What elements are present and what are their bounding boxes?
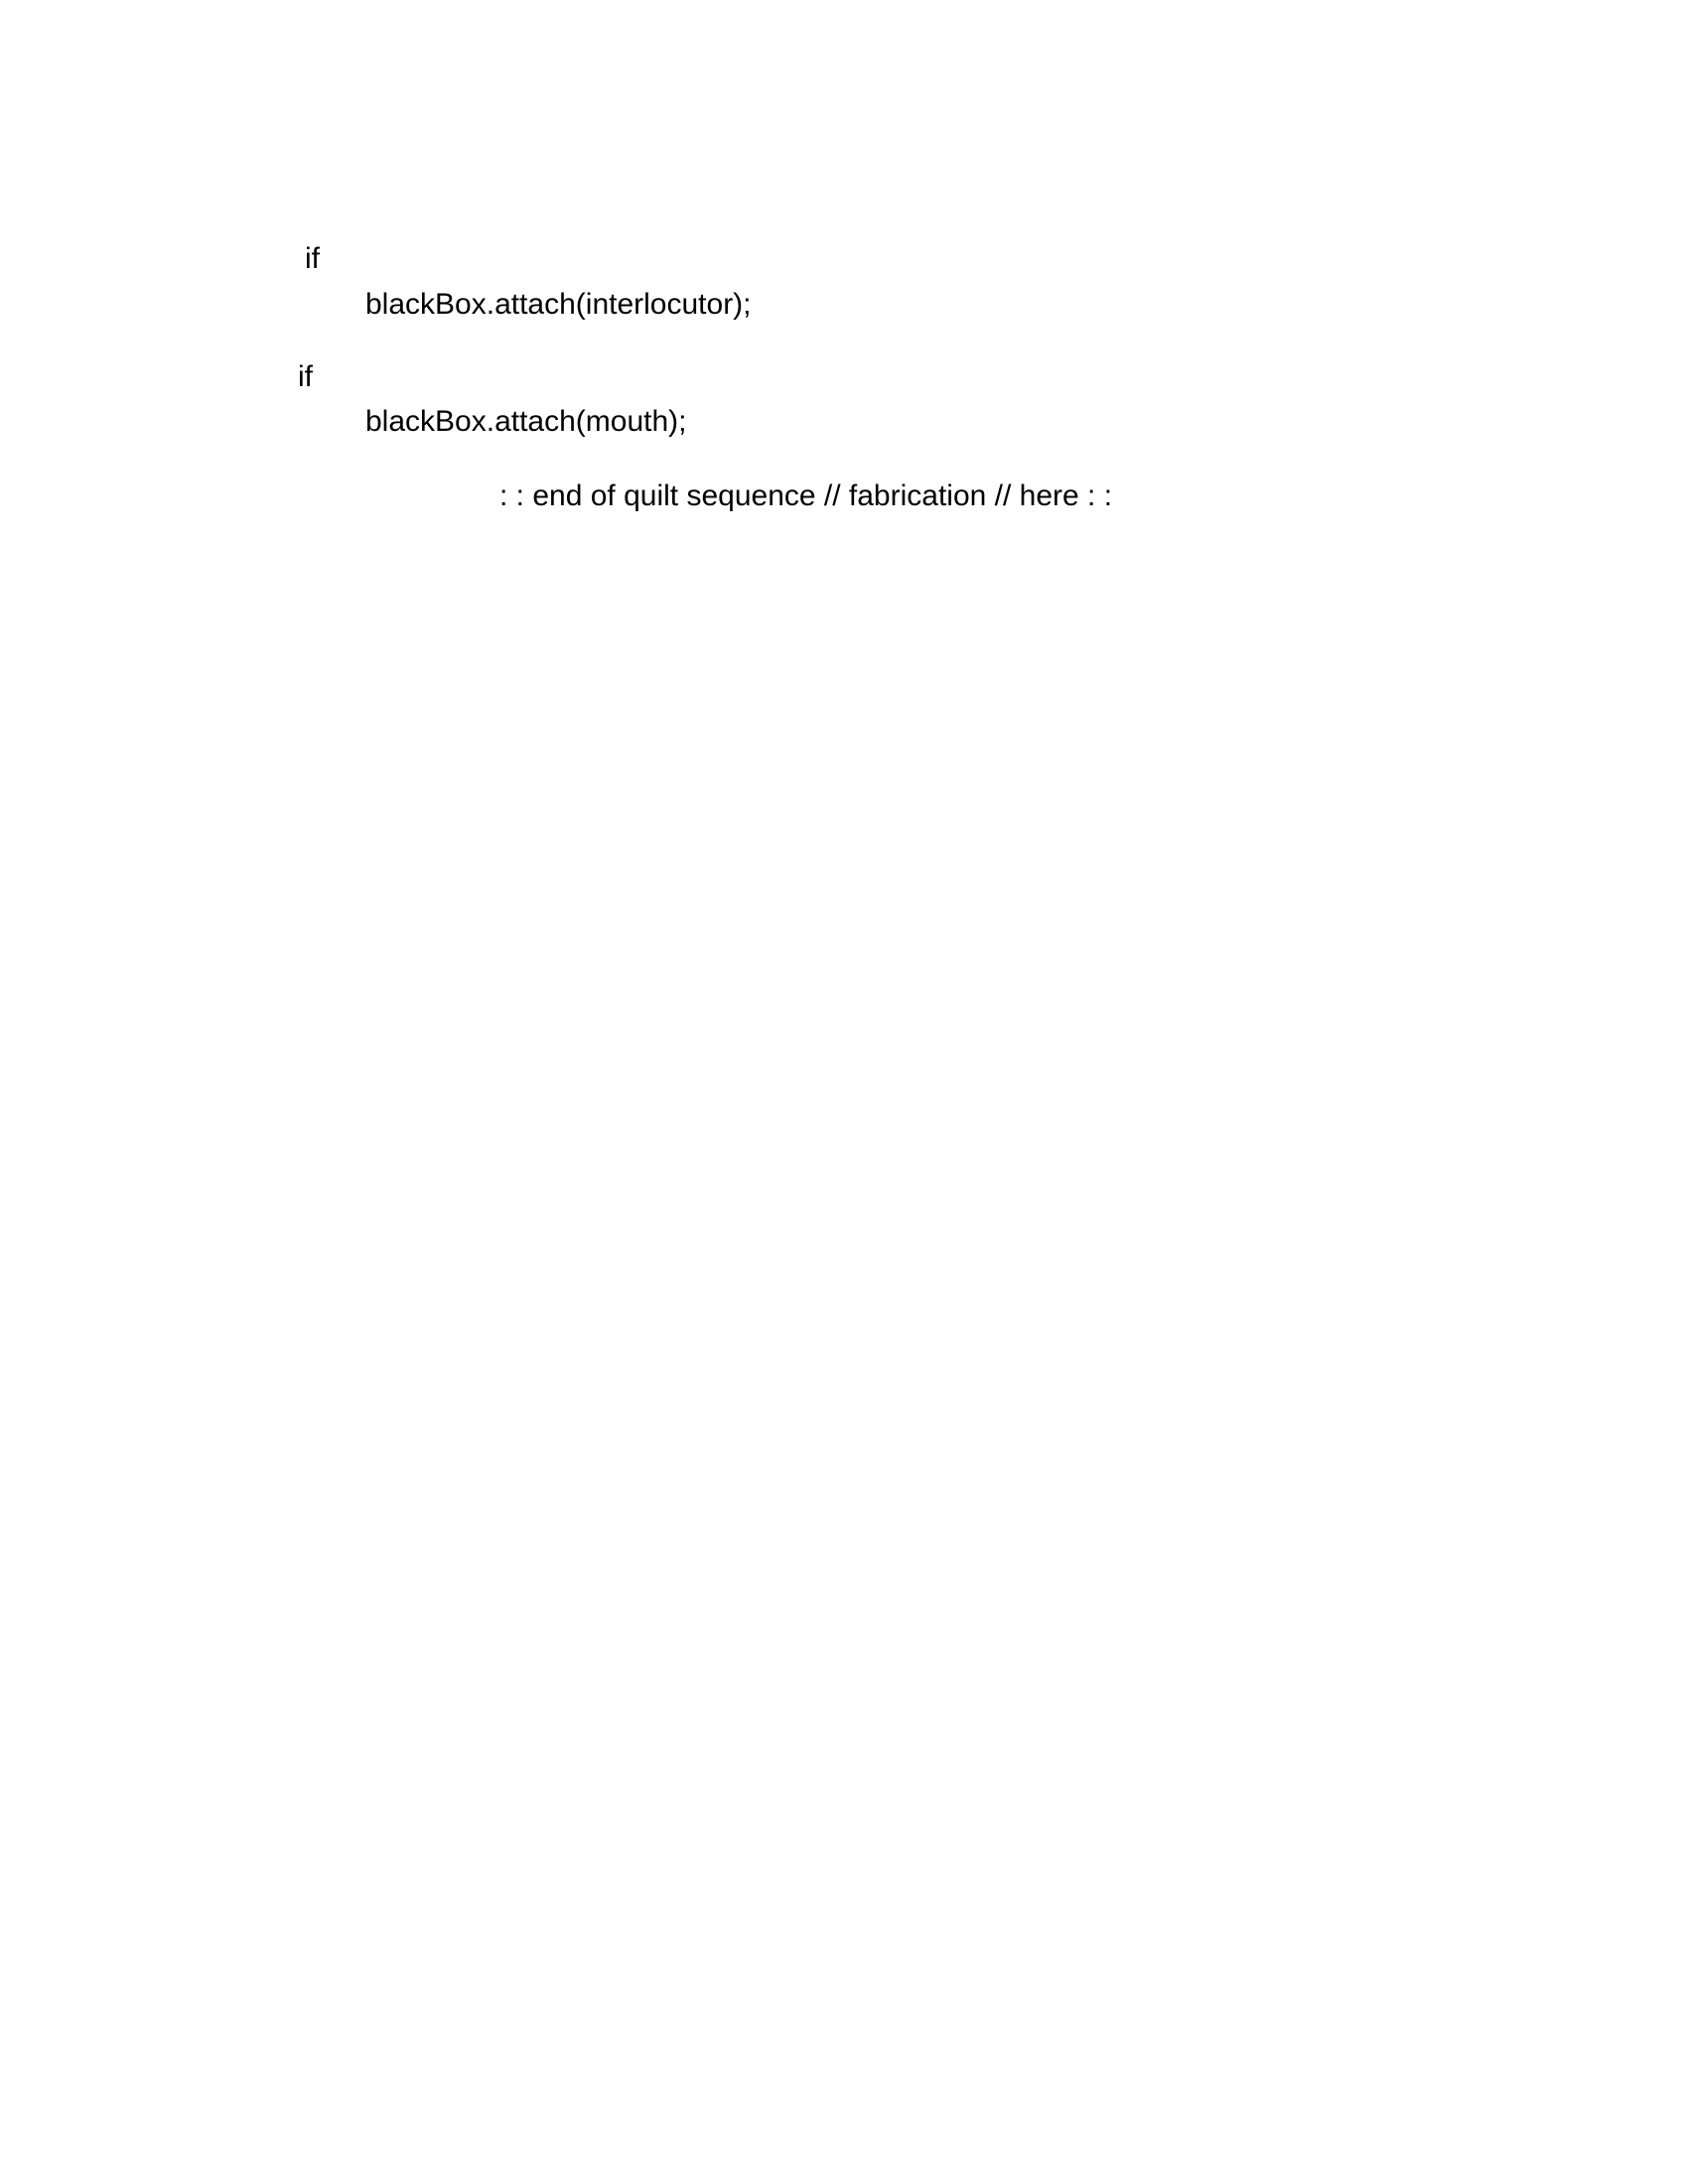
code-line-attach-interlocutor: blackBox.attach(interlocutor); — [365, 288, 752, 321]
end-of-quilt-sequence-caption: : : end of quilt sequence // fabrication // here : : — [499, 479, 1113, 512]
code-line-if-1: if — [305, 242, 320, 275]
code-line-attach-mouth: blackBox.attach(mouth); — [365, 405, 687, 438]
code-line-if-2: if — [298, 360, 313, 393]
